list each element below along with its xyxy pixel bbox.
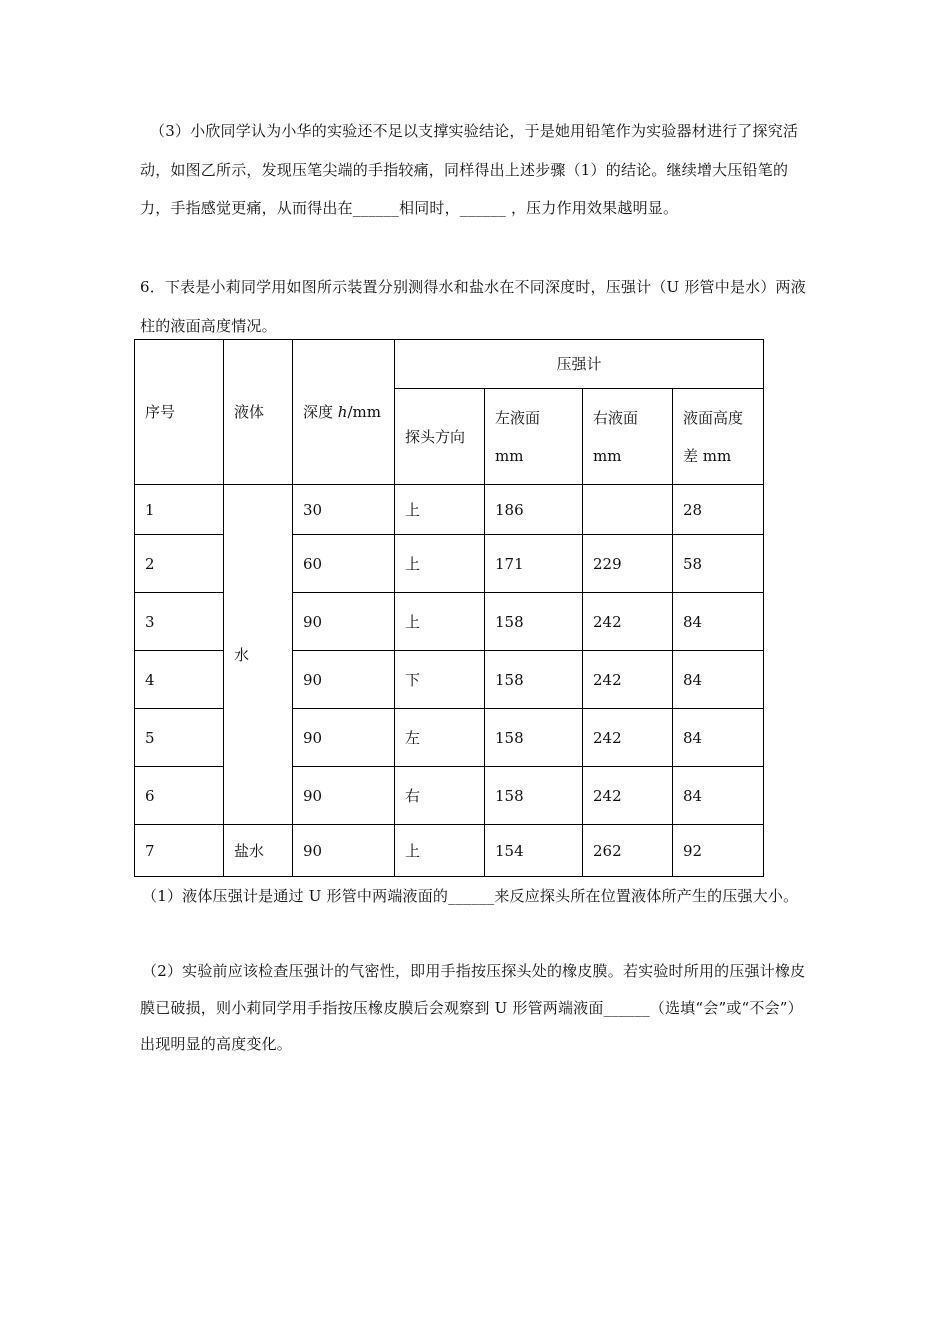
- sub-question-1-text: （1）液体压强计是通过 U 形管中两端液面的______来反应探头所在位置液体所产生的压强大小。: [142, 887, 799, 905]
- cell-index: 2: [135, 535, 224, 593]
- sub-question-2-text: （2）实验前应该检查压强计的气密性，即用手指按压探头处的橡皮膜。若实验时所用的压强计橡皮膜已破损，则小莉同学用手指按压橡皮膜后会观察到 U 形管两端液面______（选填“会”或“不会”）出现明显的高度变化。: [140, 962, 806, 1053]
- table-header-row: [135, 340, 764, 389]
- cell-left: 158: [485, 651, 583, 709]
- cell-index: 1: [135, 485, 224, 535]
- cell-diff: 84: [673, 593, 764, 651]
- cell-left: 154: [485, 825, 583, 877]
- header-direction: 探头方向: [395, 389, 485, 485]
- header-left-line2: mm: [495, 446, 524, 465]
- cell-direction: 上: [395, 485, 485, 535]
- table-row: [135, 485, 764, 535]
- cell-diff: 58: [673, 535, 764, 593]
- cell-index: 6: [135, 767, 224, 825]
- cell-right: 242: [583, 593, 673, 651]
- cell-direction: 下: [395, 651, 485, 709]
- header-left-line1: 左液面: [495, 408, 541, 427]
- cell-left: 171: [485, 535, 583, 593]
- cell-depth: 90: [293, 593, 395, 651]
- header-depth-unit: /mm: [347, 403, 381, 421]
- cell-depth: 90: [293, 651, 395, 709]
- header-depth-prefix: 深度: [303, 403, 338, 421]
- header-right: [583, 389, 673, 485]
- cell-left: 186: [485, 485, 583, 535]
- header-diff-line2: 差 mm: [683, 446, 732, 465]
- cell-direction: 上: [395, 535, 485, 593]
- cell-index: 7: [135, 825, 224, 877]
- cell-direction: 上: [395, 593, 485, 651]
- header-diff: [673, 389, 764, 485]
- header-right-line2: mm: [593, 446, 622, 465]
- cell-diff: 92: [673, 825, 764, 877]
- cell-right: 262: [583, 825, 673, 877]
- cell-left: 158: [485, 709, 583, 767]
- cell-liquid-saltwater: 盐水: [224, 825, 293, 877]
- header-diff-line1: 液面高度: [683, 408, 744, 427]
- sub-question-2: [140, 953, 808, 1063]
- paragraph-step-3-text: （3）小欣同学认为小华的实验还不足以支撑实验结论，于是她用铅笔作为实验器材进行了探究活动，如图乙所示，发现压笔尖端的手指较痛，同样得出上述步骤（1）的结论。继续增大压铅笔的力，手指感觉更痛，从而得出在______相同时，______ ，压力作用效果越明显。: [140, 122, 799, 217]
- paragraph-step-3: [140, 112, 808, 228]
- cell-right: 242: [583, 767, 673, 825]
- cell-index: 3: [135, 593, 224, 651]
- cell-depth: 60: [293, 535, 395, 593]
- header-depth: [293, 340, 395, 485]
- cell-diff: 84: [673, 651, 764, 709]
- cell-direction: 右: [395, 767, 485, 825]
- cell-direction: 左: [395, 709, 485, 767]
- pressure-gauge-table: [134, 339, 764, 877]
- header-liquid: 液体: [224, 340, 293, 485]
- header-left: [485, 389, 583, 485]
- header-gauge: 压强计: [395, 340, 764, 389]
- cell-index: 5: [135, 709, 224, 767]
- cell-index: 4: [135, 651, 224, 709]
- cell-diff: 84: [673, 709, 764, 767]
- cell-depth: 90: [293, 709, 395, 767]
- cell-diff: 84: [673, 767, 764, 825]
- header-depth-var: h: [337, 403, 348, 421]
- header-index: 序号: [135, 340, 224, 485]
- cell-depth: 90: [293, 767, 395, 825]
- cell-liquid-water: 水: [224, 485, 293, 825]
- cell-right: 229: [583, 535, 673, 593]
- sub-question-1: [140, 878, 808, 915]
- table-row: [135, 825, 764, 877]
- cell-diff: 28: [673, 485, 764, 535]
- cell-left: 158: [485, 593, 583, 651]
- cell-right: 242: [583, 651, 673, 709]
- cell-right: [583, 485, 673, 535]
- cell-depth: 30: [293, 485, 395, 535]
- cell-left: 158: [485, 767, 583, 825]
- cell-direction: 上: [395, 825, 485, 877]
- header-right-line1: 右液面: [593, 408, 639, 427]
- cell-right: 242: [583, 709, 673, 767]
- cell-depth: 90: [293, 825, 395, 877]
- question-6: [140, 268, 808, 345]
- question-6-text: 6．下表是小莉同学用如图所示装置分别测得水和盐水在不同深度时，压强计（U 形管中是水）两液柱的液面高度情况。: [140, 278, 806, 335]
